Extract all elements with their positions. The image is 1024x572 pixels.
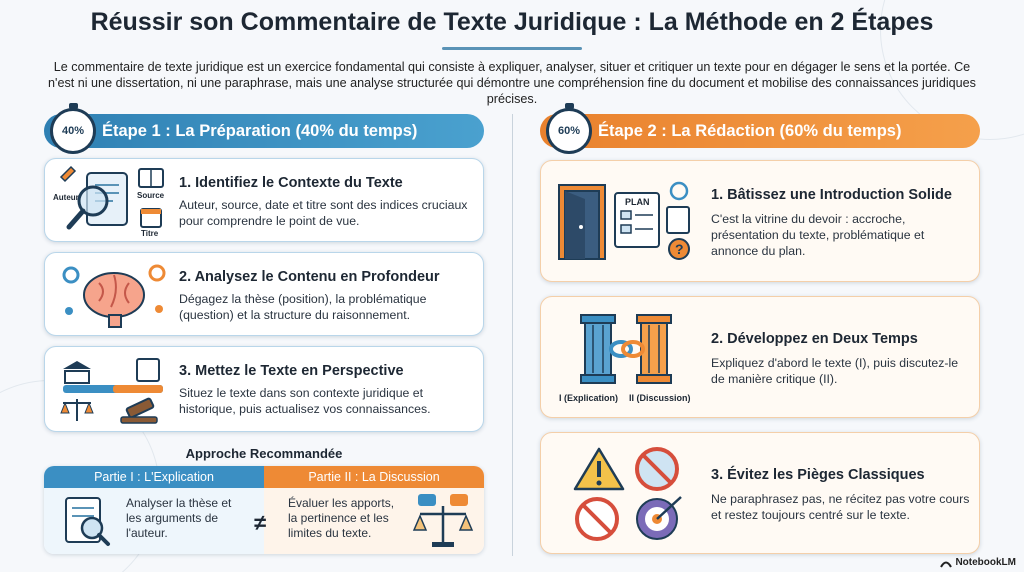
author-icon-label: Auteur [53, 193, 79, 202]
phase1-card-analysis [44, 252, 484, 336]
brand-watermark [940, 557, 1016, 568]
door-plan-icon [555, 179, 697, 265]
explication-label: I (Explication) [559, 393, 619, 403]
title-underline [442, 47, 582, 50]
approach-right-header: Partie II : La Discussion [264, 466, 484, 488]
card-heading: 2. Analysez le Contenu en Profondeur [179, 269, 440, 285]
notebooklm-logo-icon [940, 558, 952, 568]
phase1-card-context [44, 158, 484, 242]
phase1-card-perspective [44, 346, 484, 432]
brain-icon [59, 261, 169, 329]
title-icon-label: Titre [141, 229, 159, 238]
brand-label: NotebookLM [955, 557, 1016, 568]
phase2-card-pitfalls [540, 432, 980, 554]
plan-icon-label: PLAN [625, 197, 650, 207]
approach-left-header: Partie I : L'Explication [44, 466, 264, 488]
timeline-justice-icon [57, 355, 173, 427]
card-heading: 2. Développez en Deux Temps [711, 331, 918, 347]
card-body: C'est la vitrine du devoir : accroche, présentation du texte, problématique et annonce du plan. [711, 212, 925, 258]
column-divider [512, 114, 513, 556]
linked-pillars-icon [575, 311, 679, 387]
phase2-header [540, 114, 980, 148]
approach-right-text: Évaluer les apports, la pertinence et les limites du texte. [288, 496, 395, 540]
phase2-timer-value: 60% [557, 125, 581, 137]
page-title: Réussir son Commentaire de Texte Juridique : La Méthode en 2 Étapes [90, 8, 934, 36]
card-heading: 1. Identifiez le Contexte du Texte [179, 175, 403, 191]
approach-left-body [44, 488, 267, 554]
source-icon-label: Source [137, 191, 165, 200]
card-heading: 1. Bâtissez une Introduction Solide [711, 187, 952, 203]
phase1-header [44, 114, 484, 148]
warning-target-icons [571, 445, 691, 543]
phase2-card-introduction [540, 160, 980, 282]
approach-right-body [264, 488, 484, 554]
card-heading: 3. Mettez le Texte en Perspective [179, 363, 404, 379]
stopwatch-icon [546, 108, 592, 154]
card-body: Dégagez la thèse (position), la problématique (question) et la structure du raisonnement. [179, 292, 427, 322]
card-body: Situez le texte dans son contexte juridique et historique, puis actualisez vos connaissances. [179, 386, 431, 416]
card-heading: 3. Évitez les Pièges Classiques [711, 467, 925, 483]
stopwatch-icon [50, 108, 96, 154]
card-body: Expliquez d'abord le texte (I), puis discutez-le de manière critique (II). [711, 356, 959, 386]
scales-speech-icon [410, 492, 476, 550]
document-search-icon [58, 494, 114, 548]
card-body: Auteur, source, date et titre sont des indices cruciaux pour comprendre le point de vue. [179, 198, 468, 228]
approach-panel [44, 466, 484, 554]
approach-left-text: Analyser la thèse et les arguments de l'auteur. [126, 496, 232, 540]
approach-title: Approche Recommandée [185, 446, 343, 461]
discussion-label: II (Discussion) [629, 393, 691, 403]
phase2-label: Étape 2 : La Rédaction (60% du temps) [598, 121, 902, 140]
intro-paragraph: Le commentaire de texte juridique est un exercice fondamental qui consiste à expliquer, analyser, situer et critiquer un texte pour en dégager le sens et la portée. Ce n'est ni une dissertation, ni une paraphrase, mais une analyse structurée qui démontre une compréhension fine du document et mobilise des connaissances juridiques précises. [48, 60, 976, 106]
phase2-card-development [540, 296, 980, 418]
phase1-label: Étape 1 : La Préparation (40% du temps) [102, 121, 418, 140]
not-equal-symbol: ≠ [254, 510, 267, 535]
svg-text:?: ? [675, 241, 684, 257]
card-body: Ne paraphrasez pas, ne récitez pas votre cours et restez toujours centré sur le texte. [711, 492, 970, 522]
phase1-timer-value: 40% [61, 125, 85, 137]
